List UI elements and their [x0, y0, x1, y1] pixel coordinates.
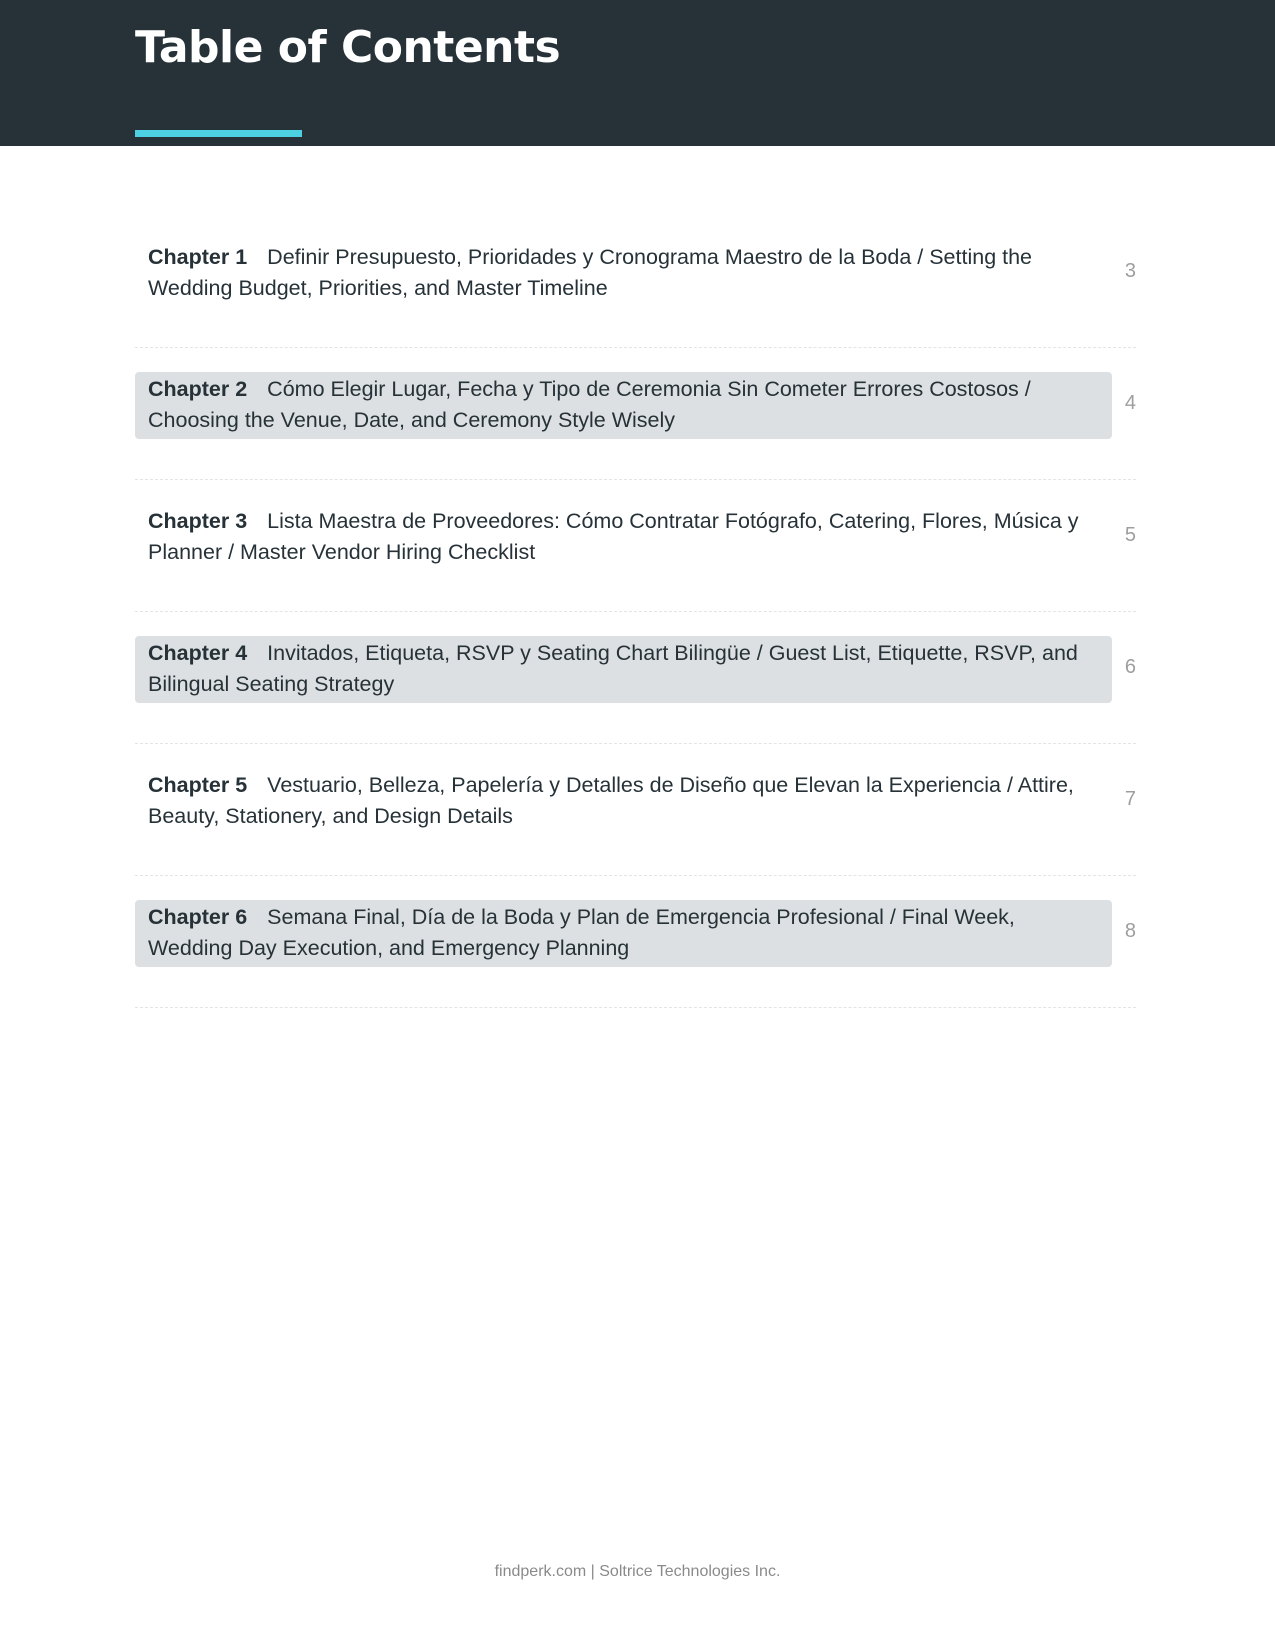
page-number: 7 — [1124, 788, 1136, 810]
chapter-title: Vestuario, Belleza, Papelería y Detalles de Diseño que Elevan la Experiencia / Attire, Beauty, Stationery, and Design Details — [148, 773, 1074, 828]
chapter-label: Chapter 6 — [148, 905, 248, 929]
page-title: Table of Contents — [135, 22, 561, 73]
toc-entry-text — [135, 900, 1112, 967]
title-accent-bar — [135, 130, 302, 137]
toc-entry-text — [135, 636, 1112, 703]
toc-entry-text — [135, 372, 1112, 439]
chapter-label: Chapter 1 — [148, 245, 248, 269]
toc-entry-chapter-6[interactable] — [135, 876, 1136, 1008]
toc-entry-text — [135, 504, 1112, 571]
toc-entry-chapter-5[interactable] — [135, 744, 1136, 876]
toc-entry-text — [135, 768, 1112, 835]
table-of-contents — [135, 216, 1136, 1008]
chapter-label: Chapter 3 — [148, 509, 248, 533]
chapter-label: Chapter 2 — [148, 377, 248, 401]
chapter-title: Cómo Elegir Lugar, Fecha y Tipo de Ceremonia Sin Cometer Errores Costosos / Choosing the Venue, Date, and Ceremony Style Wisely — [148, 377, 1031, 432]
chapter-label: Chapter 4 — [148, 641, 248, 665]
chapter-title: Invitados, Etiqueta, RSVP y Seating Chart Bilingüe / Guest List, Etiquette, RSVP, and Bilingual Seating Strategy — [148, 641, 1078, 696]
toc-entry-chapter-1[interactable] — [135, 216, 1136, 348]
page-number: 6 — [1124, 656, 1136, 678]
toc-entry-text — [135, 240, 1112, 307]
toc-entry-chapter-2[interactable] — [135, 348, 1136, 480]
chapter-label: Chapter 5 — [148, 773, 248, 797]
page-number: 5 — [1124, 524, 1136, 546]
toc-entry-chapter-4[interactable] — [135, 612, 1136, 744]
page-number: 4 — [1124, 392, 1136, 414]
page-header — [0, 0, 1275, 146]
page-footer: findperk.com | Soltrice Technologies Inc. — [494, 1563, 781, 1580]
chapter-title: Definir Presupuesto, Prioridades y Cronograma Maestro de la Boda / Setting the Wedding Budget, Priorities, and Master Timeline — [148, 245, 1033, 300]
toc-entry-chapter-3[interactable] — [135, 480, 1136, 612]
page-number: 8 — [1124, 920, 1136, 942]
page-number: 3 — [1124, 260, 1136, 282]
chapter-title: Semana Final, Día de la Boda y Plan de Emergencia Profesional / Final Week, Wedding Day Execution, and Emergency Planning — [148, 905, 1015, 960]
chapter-title: Lista Maestra de Proveedores: Cómo Contratar Fotógrafo, Catering, Flores, Música y Planner / Master Vendor Hiring Checklist — [148, 509, 1079, 564]
